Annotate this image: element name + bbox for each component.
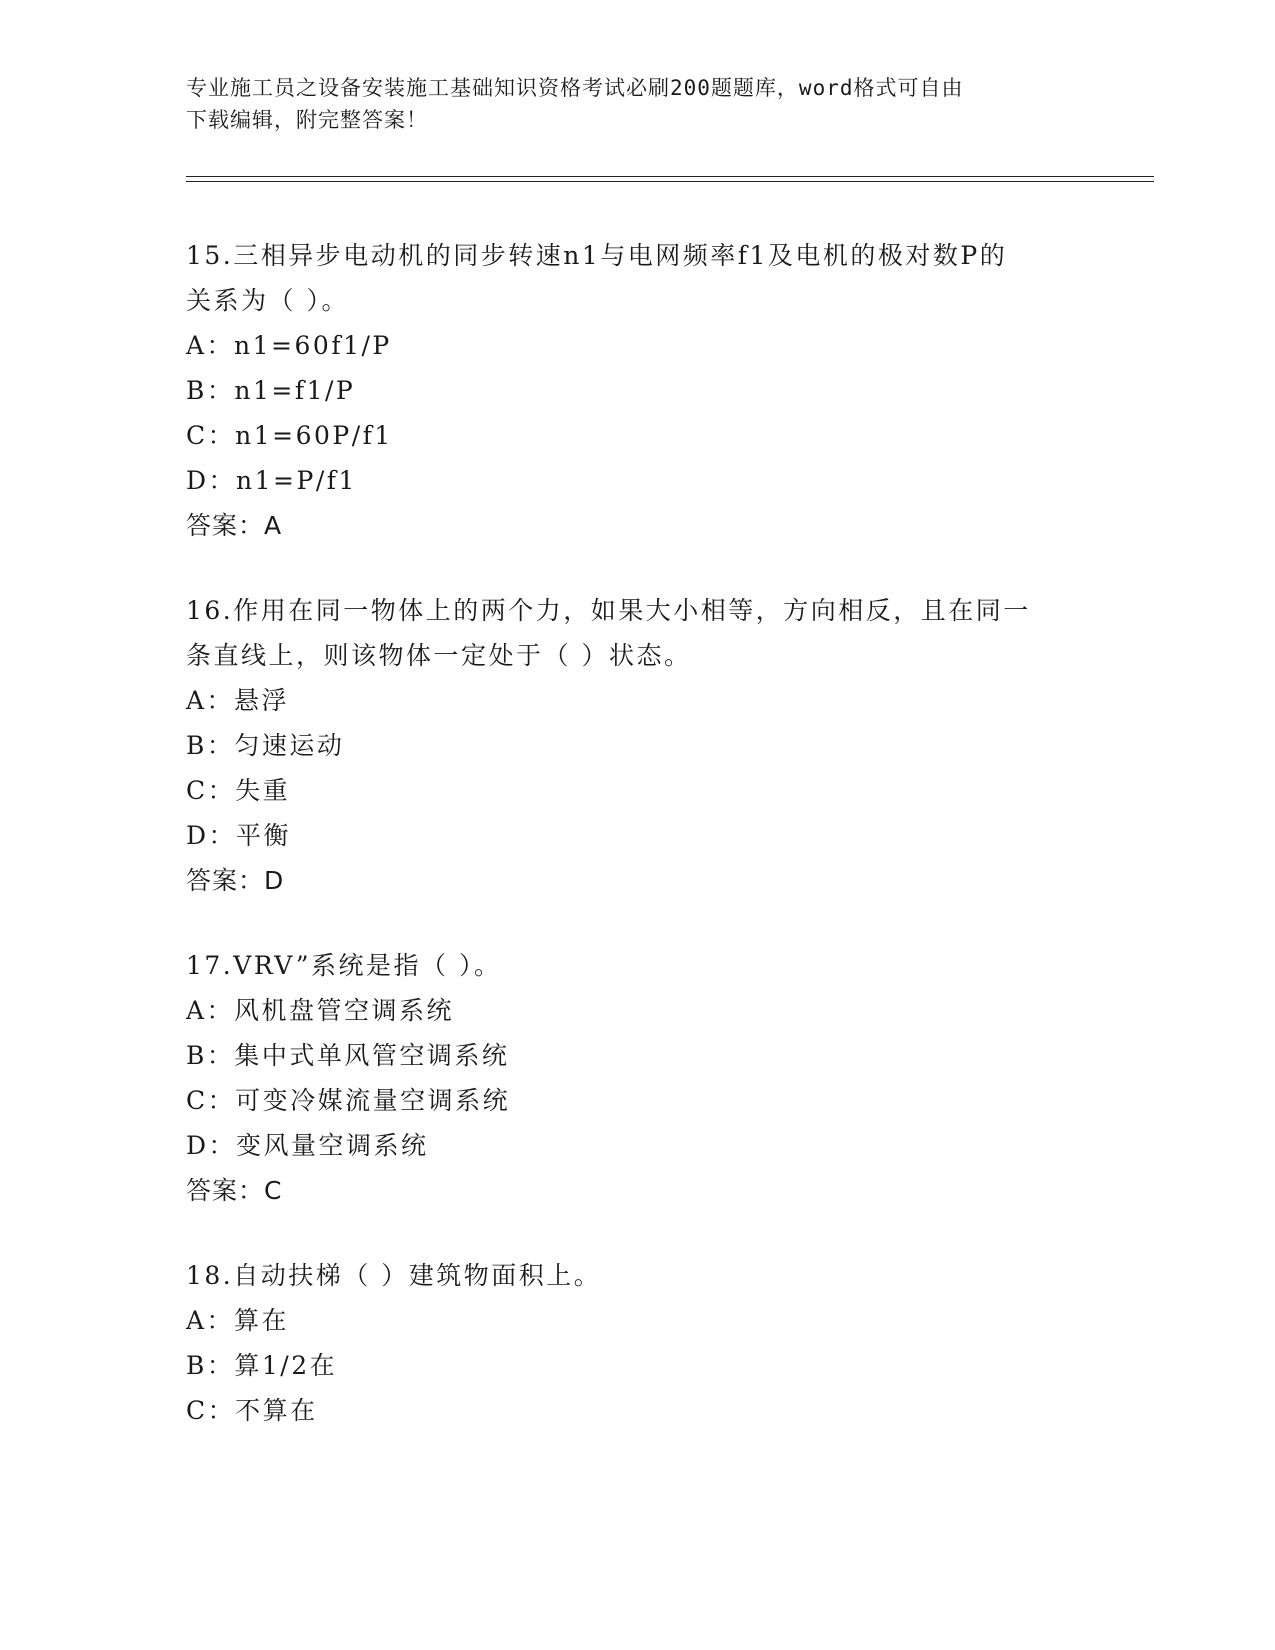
option-c: C：不算在 bbox=[186, 1396, 318, 1425]
option-d: D：变风量空调系统 bbox=[186, 1131, 429, 1160]
question-15 bbox=[186, 233, 1086, 548]
option-b: B：n1=f1/P bbox=[186, 376, 356, 405]
question-stem-line: 15.三相异步电动机的同步转速n1与电网频率f1及电机的极对数P的 bbox=[186, 241, 1008, 270]
answer-label: 答案：A bbox=[186, 511, 283, 540]
question-stem-line: 条直线上，则该物体一定处于（ ）状态。 bbox=[186, 641, 692, 670]
option-a: A：算在 bbox=[186, 1306, 290, 1335]
option-b: B：匀速运动 bbox=[186, 731, 345, 760]
question-stem-line: 16.作用在同一物体上的两个力，如果大小相等，方向相反，且在同一 bbox=[186, 596, 1031, 625]
option-a: A：悬浮 bbox=[186, 686, 290, 715]
option-b: B：集中式单风管空调系统 bbox=[186, 1041, 510, 1070]
question-18 bbox=[186, 1253, 1086, 1433]
question-list bbox=[186, 233, 1086, 1473]
question-16 bbox=[186, 588, 1086, 903]
option-c: C：可变冷媒流量空调系统 bbox=[186, 1086, 511, 1115]
header-line-2: 下载编辑，附完整答案！ bbox=[186, 108, 428, 132]
answer-label: 答案：D bbox=[186, 866, 285, 895]
question-17 bbox=[186, 943, 1086, 1213]
header-line-1: 专业施工员之设备安装施工基础知识资格考试必刷200题题库，word格式可自由 bbox=[186, 76, 964, 100]
question-stem-line: 18.自动扶梯（ ）建筑物面积上。 bbox=[186, 1261, 602, 1290]
question-stem-line: 17.VRV”系统是指（ ）。 bbox=[186, 951, 502, 980]
header-divider-bottom bbox=[186, 181, 1154, 182]
option-d: D：平衡 bbox=[186, 821, 292, 850]
question-stem-line: 关系为（ ）。 bbox=[186, 286, 349, 315]
answer-label: 答案：C bbox=[186, 1176, 283, 1205]
option-a: A：n1=60f1/P bbox=[186, 331, 392, 360]
option-d: D：n1=P/f1 bbox=[186, 466, 357, 495]
option-c: C：失重 bbox=[186, 776, 291, 805]
header-divider-top bbox=[186, 176, 1154, 177]
option-c: C：n1=60P/f1 bbox=[186, 421, 393, 450]
option-b: B：算1/2在 bbox=[186, 1351, 338, 1380]
option-a: A：风机盘管空调系统 bbox=[186, 996, 455, 1025]
document-header bbox=[186, 72, 1066, 136]
